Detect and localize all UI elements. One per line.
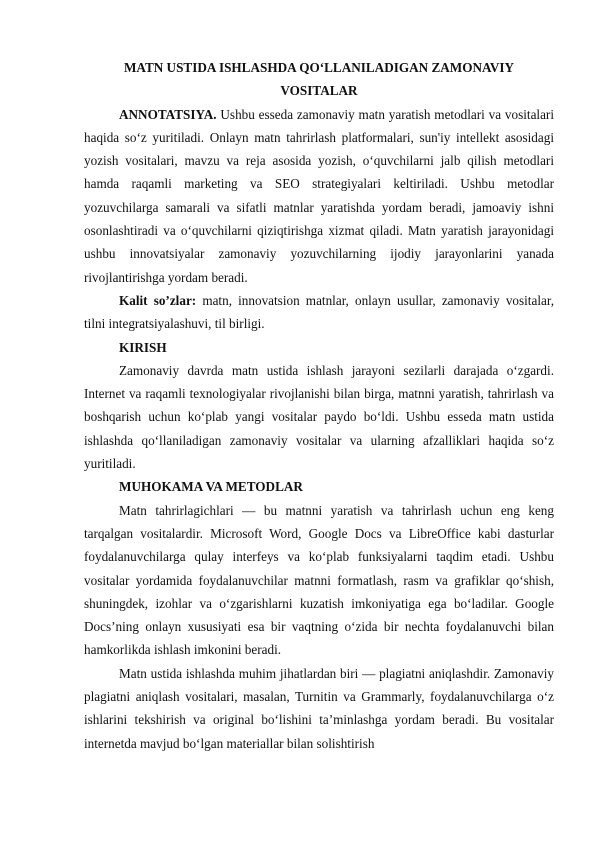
section-heading-discussion-methods: MUHOKAMA VA METODLAR	[119, 479, 303, 495]
discussion-paragraph-2: Matn ustida ishlashda muhim jihatlardan biri — plagiatni aniqlashdir. Zamonaviy plagiatni aniqlash vositalari, masalan, Turnitin va Grammarly, foydalanuvchilarga o‘z ishlarini tekshirish va original bo‘lishini ta’minlashga yordam beradi. Bu vositalar internetda mavjud bo‘lgan materiallar bilan solishtirish	[84, 665, 554, 751]
abstract-label: ANNOTATSIYA.	[119, 106, 217, 122]
abstract-text: Ushbu esseda zamonaviy matn yaratish metodlari va vositalari haqida so‘z yuritiladi. Onlayn matn tahrirlash platformalari, sun'iy intellekt asosidagi yozish vositalari, mavzu va reja asosida yozish, o‘quvchilarni jalb qilish metodlari hamda raqamli marketing va SEO strategiyalari keltiriladi. Ushbu metodlar yozuvchilarga samarali va sifatli matnlar yaratishda yordam beradi, jamoaviy ishni osonlashtiradi va o‘quvchilarni qiziqtirishga xizmat qiladi. Matn yaratish jarayonidagi ushbu innovatsiyalar zamonaviy yozuvchilarning ijodiy jarayonlarini yanada rivojlantirishga yordam beradi.	[84, 106, 554, 285]
introduction-paragraph: Zamonaviy davrda matn ustida ishlash jarayoni sezilarli darajada o‘zgardi. Internet va raqamli texnologiyalar rivojlanishi bilan birga, matnni yaratish, tahrirlash va boshqarish uchun ko‘plab yangi vositalar paydo bo‘ldi. Ushbu esseda matn ustida ishlashda qo‘llaniladigan zamonaviy vositalar va ularning afzalliklari haqida so‘z yuritiladi.	[84, 362, 554, 472]
keywords-label: Kalit so’zlar:	[119, 292, 197, 308]
discussion-paragraph-1: Matn tahrirlagichlari — bu matnni yaratish va tahrirlash uchun eng keng tarqalgan vositalardir. Microsoft Word, Google Docs va LibreOffice kabi dasturlar foydalanuvchilarga qulay interfeys va ko‘plab funksiyalarni taqdim etadi. Ushbu vositalar yordamida foydalanuvchilar matnni formatlash, rasm va grafiklar qo‘shish, shuningdek, izohlar va o‘zgarishlarni kuzatish imkoniyatiga ega bo‘ladilar. Google Docs’ning onlayn xususiyati esa bir vaqtning o‘zida bir nechta foydalanuvchi bilan hamkorlikda ishlash imkonini beradi.	[84, 502, 554, 658]
keywords-text: matn, innovatsion matnlar, onlayn usullar, zamonaviy vositalar, tilni integratsiyalashuvi, til birligi.	[84, 292, 554, 332]
keywords-paragraph	[84, 289, 554, 336]
abstract-paragraph	[84, 103, 554, 289]
paper-title: MATN USTIDA ISHLASHDA QO‘LLANILADIGAN ZAMONAVIY VOSITALAR	[123, 60, 515, 99]
document-page	[84, 56, 554, 755]
section-heading-introduction: KIRISH	[119, 339, 167, 355]
